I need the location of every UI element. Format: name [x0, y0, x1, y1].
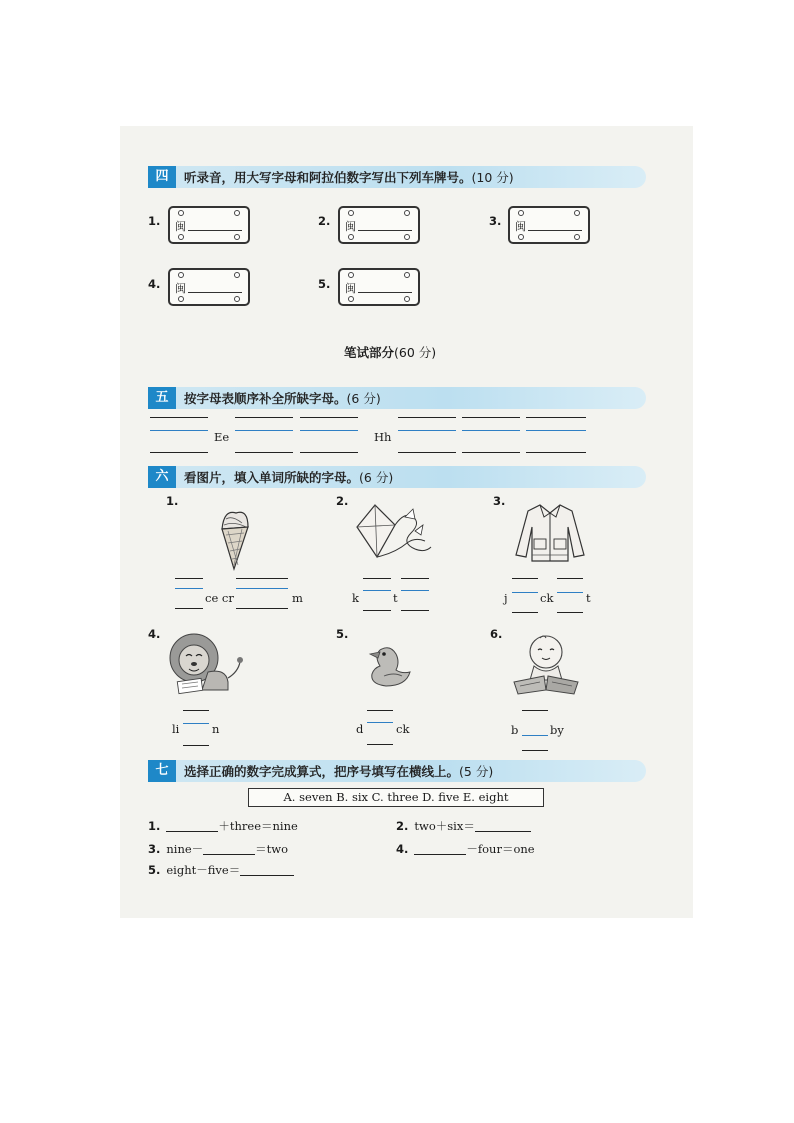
section-number: 七 [148, 760, 176, 782]
word-part: ck [540, 591, 554, 605]
section-title: 选择正确的数字完成算式，把序号填写在横线上。(5 分) [184, 764, 494, 779]
given-letter: Ee [214, 430, 230, 444]
item-label: 5. [318, 277, 331, 291]
word-part: t [586, 591, 591, 605]
word-part: ce cr [205, 591, 234, 605]
section-number: 六 [148, 466, 176, 488]
written-part-heading: 笔试部分(60 分) [344, 345, 437, 360]
item-label: 6. [490, 627, 503, 641]
word-part: b [511, 723, 519, 737]
jacket-icon [514, 503, 586, 563]
equation-2[interactable]: 2. two＋six＝ [396, 818, 531, 834]
baby-icon [510, 632, 582, 698]
answer-blank[interactable] [166, 831, 218, 832]
section-5-header [148, 387, 646, 409]
equation-1[interactable]: 1. ＋three＝nine [148, 819, 298, 833]
item-label: 4. [148, 277, 161, 291]
word-part: n [212, 722, 220, 736]
equation-4[interactable]: 4. －four＝one [396, 842, 535, 856]
answer-blank[interactable] [203, 854, 255, 855]
ice-cream-icon [214, 505, 254, 571]
item-label: 5. [336, 627, 349, 641]
word-part: d [356, 722, 364, 736]
item-label: 3. [493, 494, 506, 508]
plate-prefix: 闽 [515, 220, 526, 233]
item-label: 1. [148, 214, 161, 228]
item-label: 2. [318, 214, 331, 228]
section-title: 按字母表顺序补全所缺字母。(6 分) [184, 391, 381, 406]
word-part: t [393, 591, 398, 605]
section-6-header [148, 466, 646, 488]
item-label: 1. [166, 494, 179, 508]
license-plate-1[interactable] [168, 206, 250, 244]
word-part: by [550, 723, 564, 737]
plate-prefix: 闽 [345, 282, 356, 295]
item-label: 3. [489, 214, 502, 228]
word-part: j [504, 591, 508, 605]
equation-5[interactable]: 5. eight－five＝ [148, 862, 294, 878]
plate-prefix: 闽 [175, 220, 186, 233]
section-number: 四 [148, 166, 176, 188]
lion-icon [168, 632, 244, 696]
answer-blank[interactable] [475, 831, 531, 832]
item-label: 2. [336, 494, 349, 508]
word-part: li [172, 722, 180, 736]
word-part: k [352, 591, 359, 605]
plate-prefix: 闽 [345, 220, 356, 233]
plate-prefix: 闽 [175, 282, 186, 295]
equation-3[interactable]: 3. nine－ ＝two [148, 842, 289, 856]
duck-icon [366, 640, 414, 688]
answer-blank[interactable] [240, 875, 294, 876]
license-plate-4[interactable] [168, 268, 250, 306]
section-title: 看图片，填入单词所缺的字母。(6 分) [184, 470, 394, 485]
item-label: 4. [148, 627, 161, 641]
license-plate-3[interactable] [508, 206, 590, 244]
license-plate-2[interactable] [338, 206, 420, 244]
section-4-header [148, 166, 646, 188]
license-plate-5[interactable] [338, 268, 420, 306]
section-title: 听录音，用大写字母和阿拉伯数字写出下列车牌号。(10 分) [184, 170, 514, 185]
kite-icon [355, 503, 435, 561]
section-number: 五 [148, 387, 176, 409]
word-part: m [292, 591, 303, 605]
word-part: ck [396, 722, 410, 736]
given-letter: Hh [374, 430, 392, 444]
answer-blank[interactable] [414, 854, 466, 855]
section-7-header [148, 760, 646, 782]
answer-options-box: A. seven B. six C. three D. five E. eight [248, 788, 544, 807]
